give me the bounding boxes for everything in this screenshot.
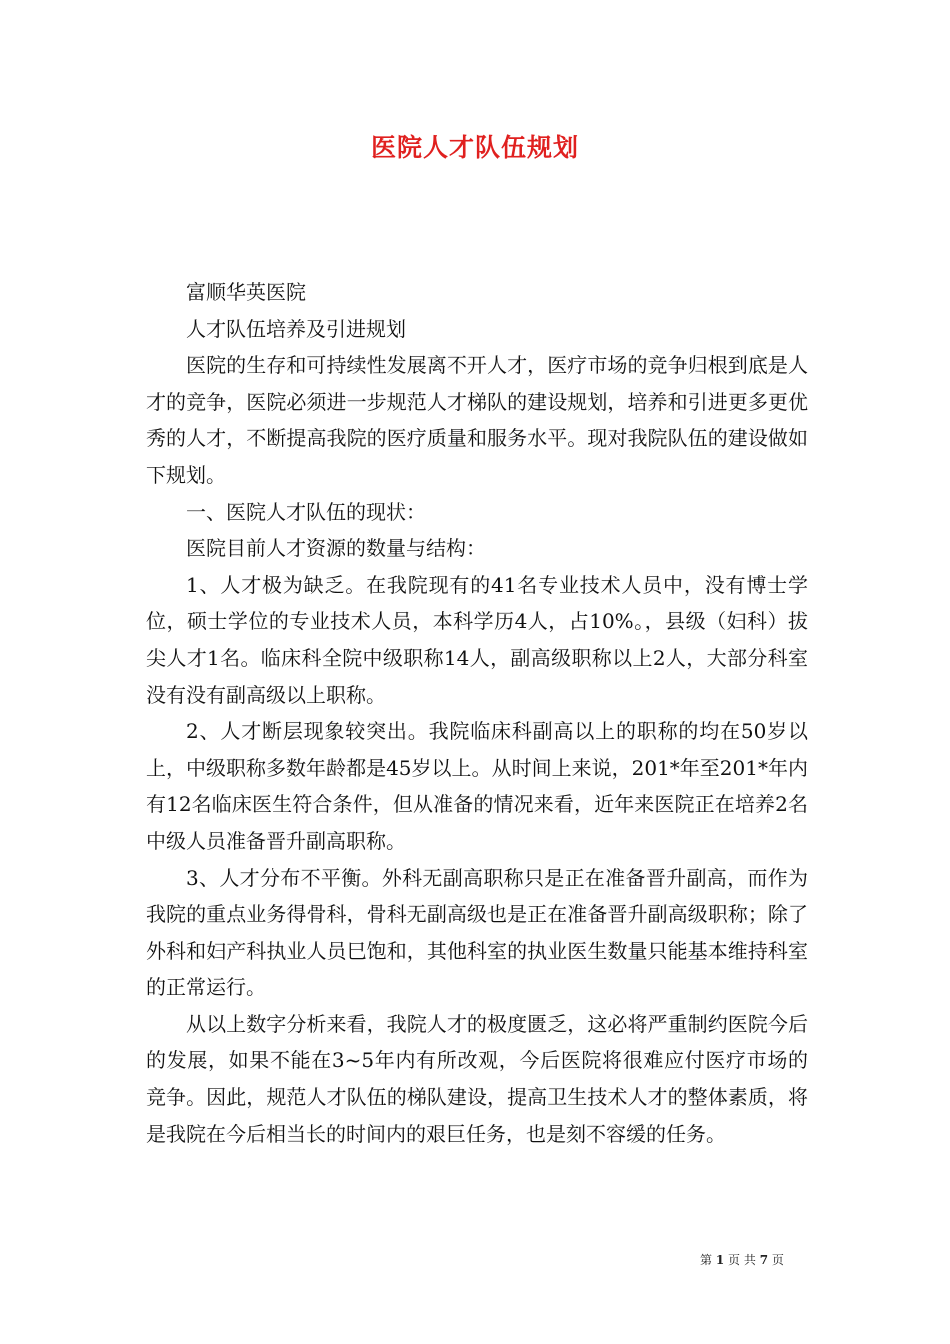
plan-subtitle-line: 人才队伍培养及引进规划 [186, 316, 406, 341]
section-heading-status: 一、医院人才队伍的现状： [186, 499, 426, 524]
footer-suffix: 页 [771, 1253, 784, 1267]
footer-prefix: 第 [700, 1253, 713, 1267]
analysis-paragraph: 从以上数字分析来看，我院人才的极度匮乏，这必将严重制约医院今后的发展，如果不能在3~5年内有所改观，今后医院将很难应付医疗市场的竞争。因此，规范人才队伍的梯队建设，提高卫生技术人才的整体素质，将是我院在今后相当长的时间内的艰巨任务，也是刻不容缓的任务。 [146, 1011, 808, 1146]
footer-total-pages: 7 [759, 1253, 769, 1267]
point-2-paragraph: 2、人才断层现象较突出。我院临床科副高以上的职称的均在50岁以上，中级职称多数年龄都是45岁以上。从时间上来说，201*年至201*年内有12名临床医生符合条件，但从准备的情况来看，近年来医院正在培养2名中级人员准备晋升副高职称。 [146, 719, 808, 853]
document-body [146, 274, 808, 1152]
footer-middle: 页 共 [728, 1253, 756, 1267]
footer-current-page: 1 [715, 1253, 725, 1267]
intro-paragraph: 医院的生存和可持续性发展离不开人才，医疗市场的竞争归根到底是人才的竞争，医院必须进一步规范人才梯队的建设规划，培养和引进更多更优秀的人才，不断提高我院的医疗质量和服务水平。现对我院队伍的建设做如下规划。 [146, 353, 808, 487]
document-title: 医院人才队伍规划 [370, 133, 579, 162]
page-number-footer [700, 1251, 810, 1268]
hospital-name-line: 富顺华英医院 [186, 280, 306, 304]
point-3-paragraph: 3、人才分布不平衡。外科无副高职称只是正在准备晋升副高，而作为我院的重点业务得骨科，骨科无副高级也是正在准备晋升副高级职称；除了外科和妇产科执业人员巳饱和，其他科室的执业医生数量只能基本维持科室的正常运行。 [146, 865, 808, 1000]
point-1-paragraph: 1、人才极为缺乏。在我院现有的41名专业技术人员中，没有博士学位，硕士学位的专业技术人员，本科学历4人，占10%。，县级（妇科）拔尖人才1名。临床科全院中级职称14人，副高级职称以上2人，大部分科室没有没有副高级以上职称。 [146, 572, 808, 707]
resource-structure-line: 医院目前人才资源的数量与结构： [186, 536, 486, 561]
